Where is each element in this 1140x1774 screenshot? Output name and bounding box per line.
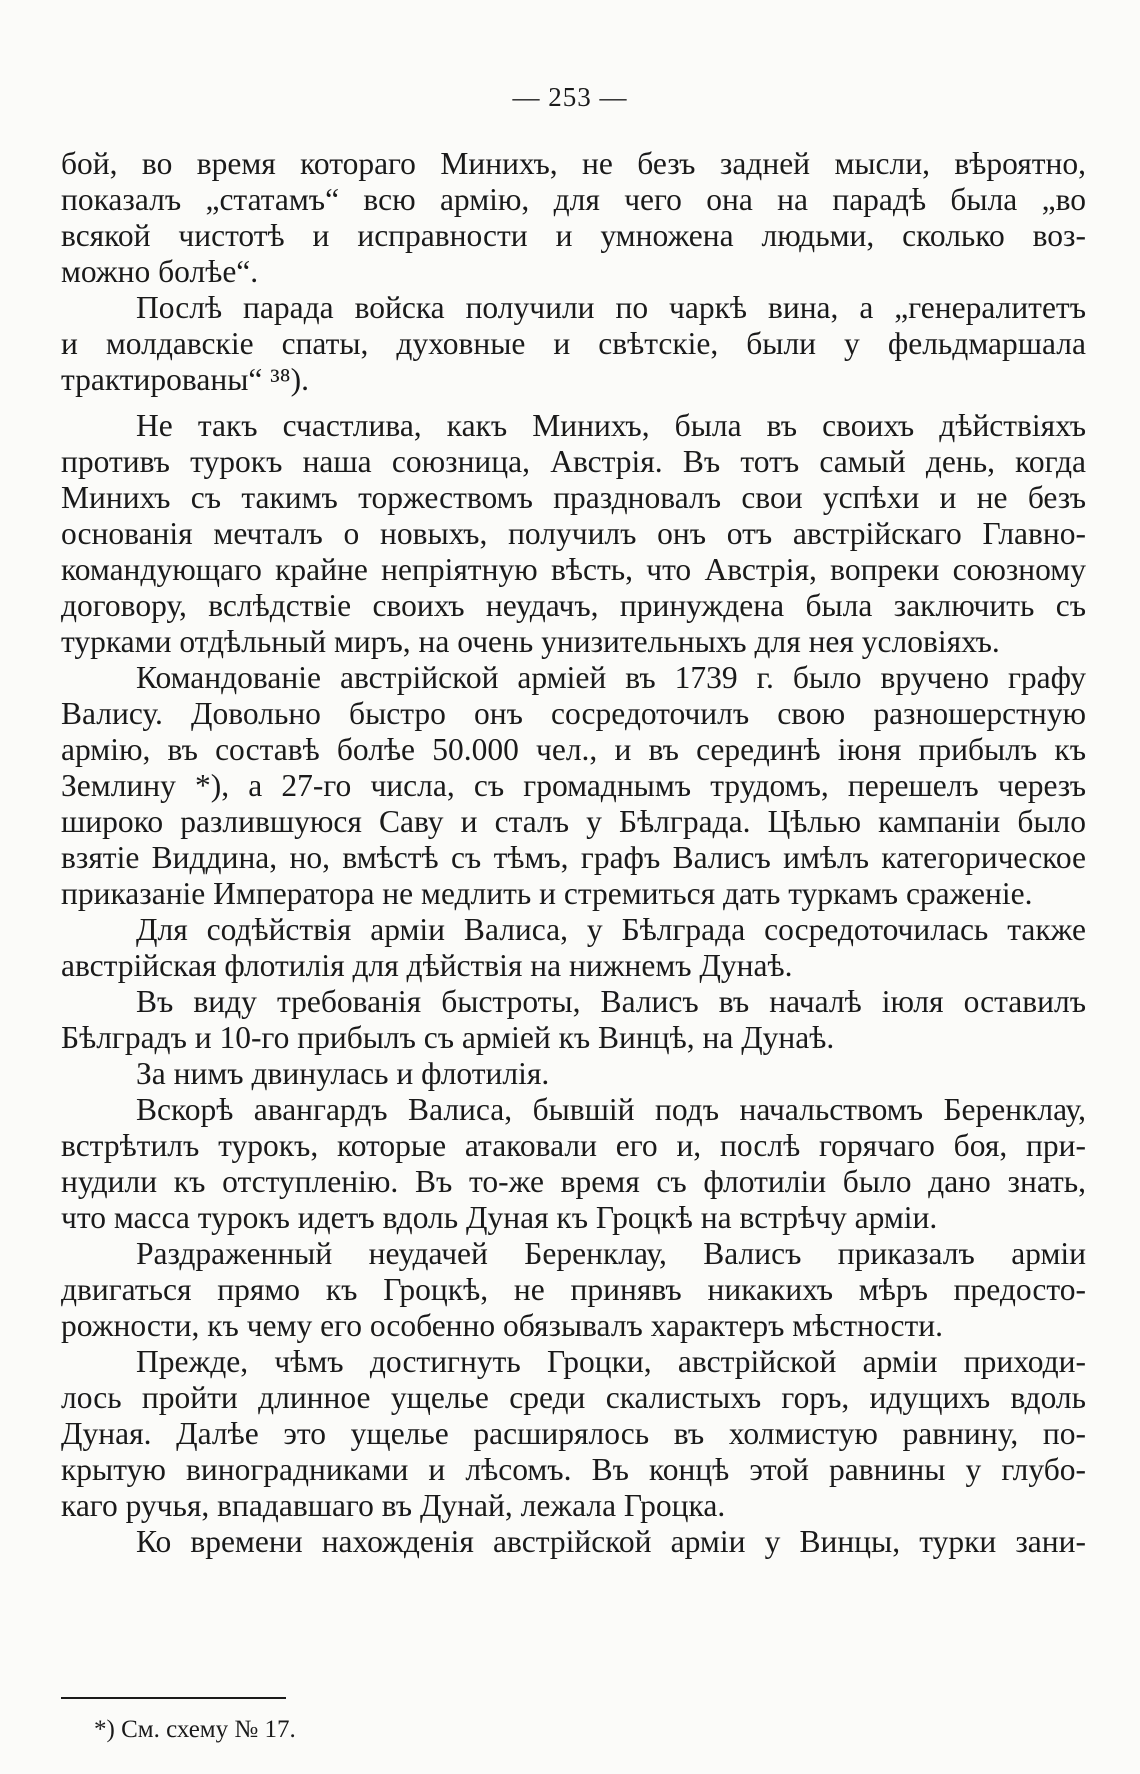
text-line: всякой чистотѣ и исправности и умножена людьми, сколько воз-: [61, 218, 1086, 253]
text-line: командующаго крайне непріятную вѣсть, что Австрія, вопреки союзному: [61, 552, 1086, 587]
text-line: Въ виду требованія быстроты, Валисъ въ началѣ іюля оставилъ: [136, 984, 1086, 1019]
text-line: показалъ „статамъ“ всю армію, для чего она на парадѣ была „во: [61, 182, 1086, 217]
text-line: можно болѣе“.: [61, 254, 259, 289]
text-line: Вскорѣ авангардъ Валиса, бывшій подъ начальствомъ Беренклау,: [136, 1092, 1086, 1127]
text-line: За нимъ двинулась и флотилія.: [136, 1056, 550, 1091]
text-line: турками отдѣльный миръ, на очень унизительныхъ для нея условіяхъ.: [61, 624, 1000, 659]
text-line: противъ турокъ наша союзница, Австрія. Въ тотъ самый день, когда: [61, 444, 1086, 479]
text-line: двигаться прямо къ Гроцкѣ, не принявъ никакихъ мѣръ предосто-: [61, 1272, 1086, 1307]
text-line: Прежде, чѣмъ достигнуть Гроцки, австрійской арміи приходи-: [136, 1344, 1086, 1379]
text-line: что масса турокъ идетъ вдоль Дуная къ Гроцкѣ на встрѣчу арміи.: [61, 1200, 938, 1235]
footnote: *) См. схему № 17.: [94, 1716, 296, 1743]
text-line: Валису. Довольно быстро онъ сосредоточилъ свою разношерстную: [61, 696, 1086, 731]
text-line: рожности, къ чему его особенно обязывалъ характеръ мѣстности.: [61, 1308, 943, 1343]
text-line: нудили къ отступленію. Въ то-же время съ флотиліи было дано знать,: [61, 1164, 1086, 1199]
text-line: широко разлившуюся Саву и сталъ у Бѣлграда. Цѣлью кампаніи было: [61, 804, 1086, 839]
text-line: Минихъ съ такимъ торжествомъ праздновалъ свои успѣхи и не безъ: [61, 480, 1086, 515]
text-line: взятіе Виддина, но, вмѣстѣ съ тѣмъ, графъ Валисъ имѣлъ категорическое: [61, 840, 1086, 875]
text-line: Землину *), а 27-го числа, съ громаднымъ трудомъ, перешелъ черезъ: [61, 768, 1086, 803]
text-line: каго ручья, впадавшаго въ Дунай, лежала Гроцка.: [61, 1488, 726, 1523]
text-line: встрѣтилъ турокъ, которые атаковали его и, послѣ горячаго боя, при-: [61, 1128, 1086, 1163]
text-line: армію, въ составѣ болѣе 50.000 чел., и въ серединѣ іюня прибылъ къ: [61, 732, 1086, 767]
text-line: Раздраженный неудачей Беренклау, Валисъ приказалъ арміи: [136, 1236, 1086, 1271]
text-line: Для содѣйствія арміи Валиса, у Бѣлграда сосредоточилась также: [136, 912, 1086, 947]
text-line: Командованіе австрійской арміей въ 1739 г. было вручено графу: [136, 660, 1086, 695]
text-line: лось пройти длинное ущелье среди скалистыхъ горъ, идущихъ вдоль: [61, 1380, 1086, 1415]
footnote-rule: [61, 1697, 286, 1699]
text-line: Дуная. Далѣе это ущелье расширялось въ холмистую равнину, по-: [61, 1416, 1086, 1451]
text-line: и молдавскіе спаты, духовные и свѣтскіе, были у фельдмаршала: [61, 326, 1086, 361]
text-line: Не такъ счастлива, какъ Минихъ, была въ своихъ дѣйствіяхъ: [136, 408, 1086, 443]
text-line: основанія мечталъ о новыхъ, получилъ онъ отъ австрійскаго Главно-: [61, 516, 1086, 551]
page-number: — 253 —: [512, 82, 628, 112]
text-line: бой, во время котораго Минихъ, не безъ задней мысли, вѣроятно,: [61, 146, 1086, 181]
text-line: договору, вслѣдствіе своихъ неудачъ, принуждена была заключить съ: [61, 588, 1086, 623]
text-line: приказаніе Императора не медлить и стремиться дать туркамъ сраженіе.: [61, 876, 1033, 911]
text-line: Ко времени нахожденія австрійской арміи у Винцы, турки зани-: [136, 1524, 1086, 1559]
text-line: трактированы“ ³⁸).: [61, 362, 310, 397]
text-line: крытую виноградниками и лѣсомъ. Въ концѣ этой равнины у глубо-: [61, 1452, 1086, 1487]
text-line: австрійская флотилія для дѣйствія на нижнемъ Дунаѣ.: [61, 948, 793, 983]
text-line: Послѣ парада войска получили по чаркѣ вина, а „генералитетъ: [136, 290, 1086, 325]
text-line: Бѣлградъ и 10-го прибылъ съ арміей къ Винцѣ, на Дунаѣ.: [61, 1020, 835, 1055]
